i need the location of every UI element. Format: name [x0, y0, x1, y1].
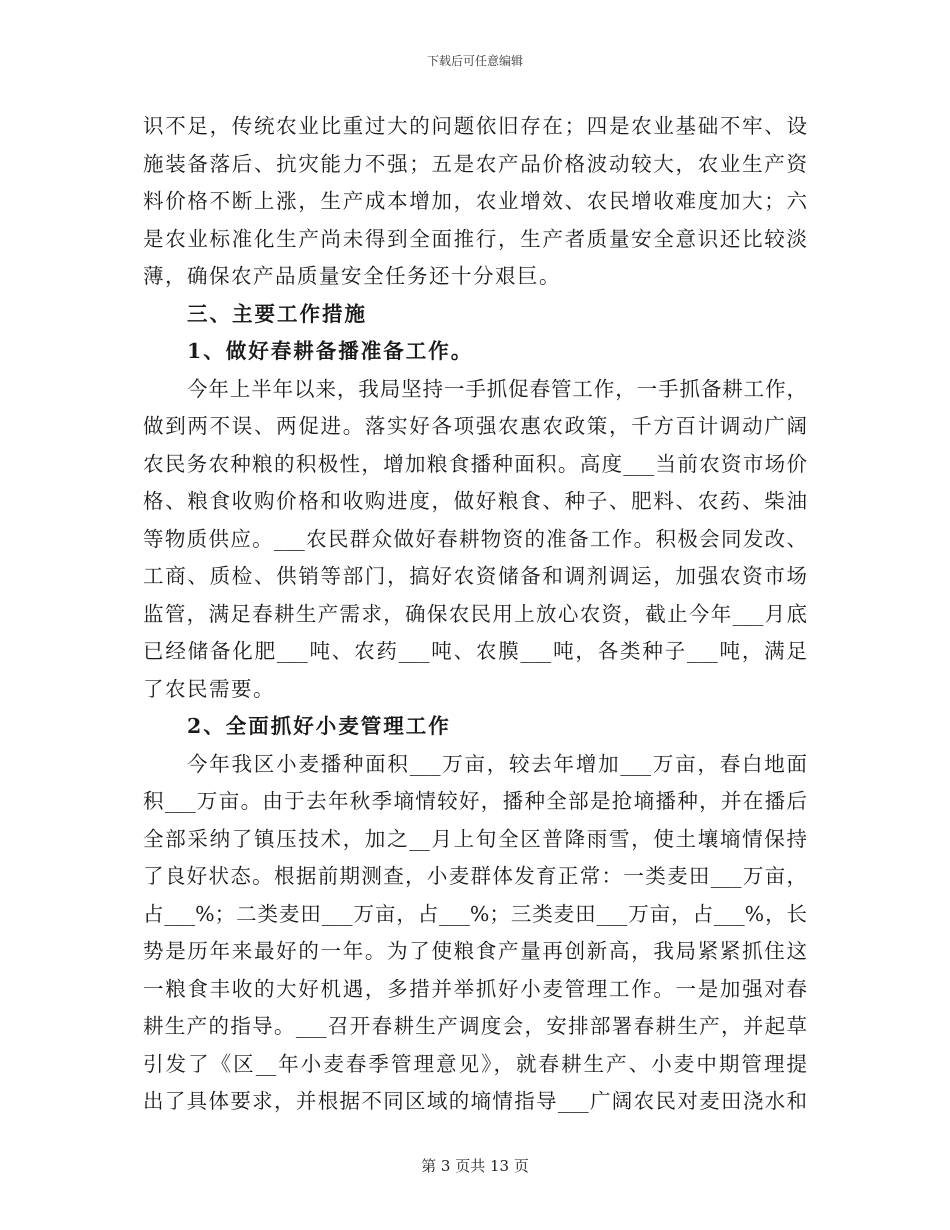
subsection-heading: 1、做好春耕备播准备工作。 — [187, 339, 474, 363]
document-body — [143, 108, 807, 1121]
page-header-note: 下载后可任意编辑 — [426, 54, 523, 68]
text-line: 施装备落后、抗灾能力不强；五是农产品价格波动较大，农业生产资 — [143, 151, 807, 176]
text-line: 已经储备化肥___吨、农药___吨、农膜___吨，各类种子___吨，满足 — [143, 639, 807, 663]
text-line: 出了具体要求，并根据不同区域的墒情指导___广阔农民对麦田浇水和 — [143, 1089, 807, 1113]
text-line: 格、粮食收购价格和收购进度，做好粮食、种子、肥料、农药、柴油 — [143, 489, 807, 513]
text-line: 料价格不断上涨，生产成本增加，农业增效、农民增收难度加大；六 — [143, 189, 807, 213]
text-line: 引发了《区__年小麦春季管理意见》，就春耕生产、小麦中期管理提 — [143, 1051, 807, 1076]
text-line: 农民务农种粮的积极性，增加粮食播种面积。高度___当前农资市场价 — [143, 451, 807, 476]
text-line: 今年我区小麦播种面积___万亩，较去年增加___万亩，春白地面 — [187, 751, 807, 776]
text-line: 了良好状态。根据前期测查，小麦群体发育正常：一类麦田___万亩， — [143, 864, 807, 888]
text-line: 今年上半年以来，我局坚持一手抓促春管工作，一手抓备耕工作， — [187, 376, 807, 401]
text-line: 全部采纳了镇压技术，加之__月上旬全区普降雨雪，使土壤墒情保持 — [143, 826, 807, 851]
text-line: 薄，确保农产品质量安全任务还十分艰巨。 — [143, 264, 561, 288]
text-line: 等物质供应。___农民群众做好春耕物资的准备工作。积极会同发改、 — [143, 526, 807, 551]
text-line: 工商、质检、供销等部门，搞好农资储备和调剂调运，加强农资市场 — [143, 564, 807, 588]
text-line: 识不足，传统农业比重过大的问题依旧存在；四是农业基础不牢、设 — [143, 114, 807, 138]
text-line: 是农业标准化生产尚未得到全面推行，生产者质量安全意识还比较淡 — [143, 226, 807, 251]
page-number-footer: 第 3 页共 13 页 — [421, 1157, 529, 1175]
text-line: 了农民需要。 — [143, 676, 275, 701]
text-line: 监管，满足春耕生产需求，确保农民用上放心农资，截止今年___月底 — [143, 601, 807, 626]
text-line: 一粮食丰收的大好机遇，多措并举抓好小麦管理工作。一是加强对春 — [143, 976, 807, 1001]
text-line: 耕生产的指导。___召开春耕生产调度会，安排部署春耕生产，并起草 — [143, 1014, 807, 1038]
section-heading: 三、主要工作措施 — [187, 301, 367, 326]
text-line: 势是历年来最好的一年。为了使粮食产量再创新高，我局紧紧抓住这 — [143, 939, 807, 963]
text-line: 占___%；二类麦田___万亩，占___%；三类麦田___万亩，占___%，长 — [143, 901, 807, 926]
text-line: 积___万亩。由于去年秋季墒情较好，播种全部是抢墒播种，并在播后 — [143, 789, 807, 813]
text-line: 做到两不误、两促进。落实好各项强农惠农政策，千方百计调动广阔 — [143, 414, 807, 438]
subsection-heading: 2、全面抓好小麦管理工作 — [187, 714, 451, 738]
